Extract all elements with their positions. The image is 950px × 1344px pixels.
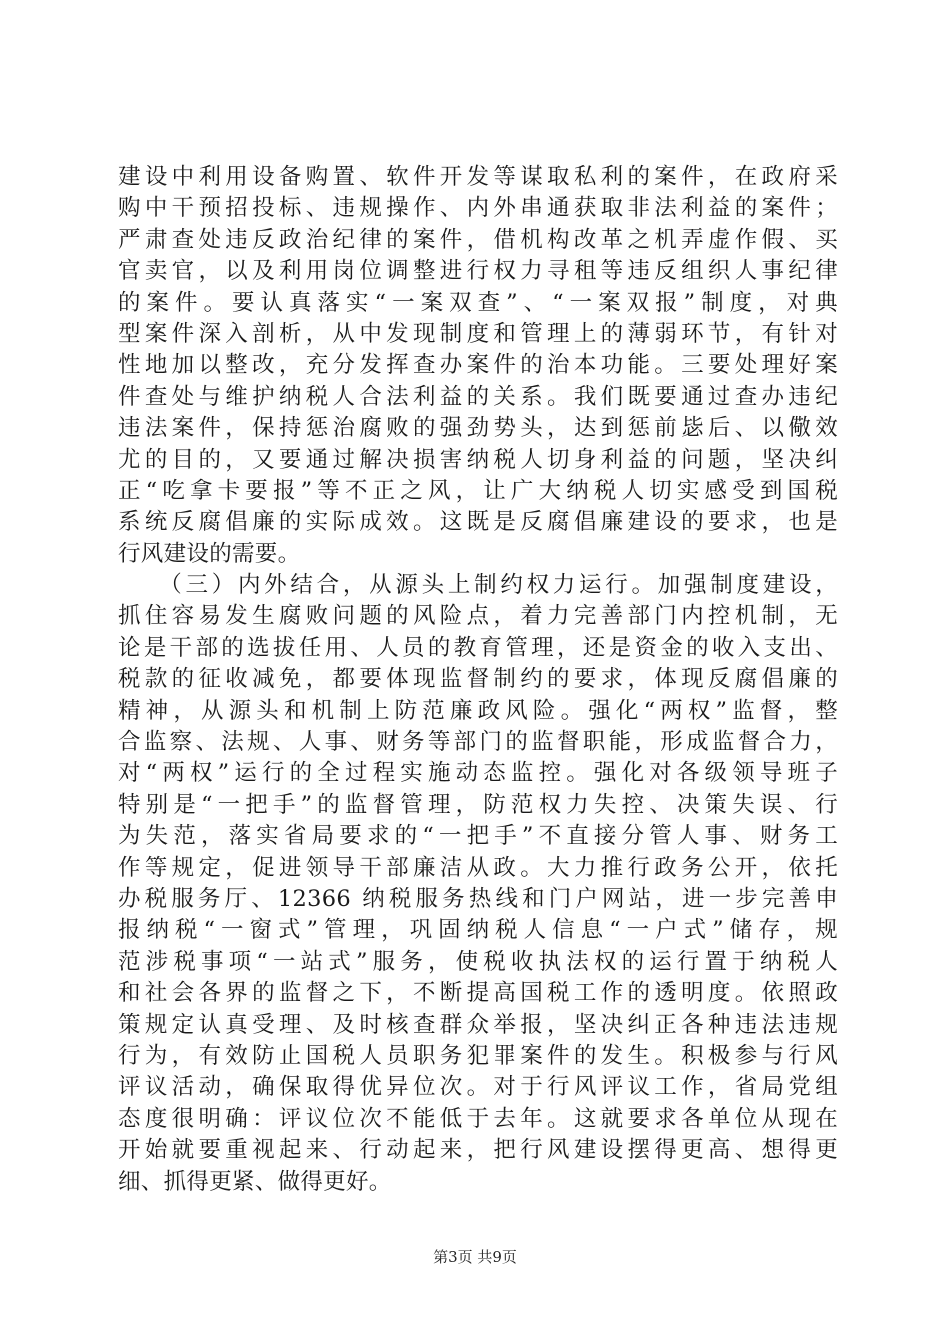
text-line: 报纳税“一窗式”管理，巩固纳税人信息“一户式”储存，规 (118, 917, 838, 944)
text-line: 系统反腐倡廉的实际成效。这既是反腐倡廉建设的要求，也是 (118, 509, 838, 536)
text-line: 的案件。要认真落实“一案双查”、“一案双报”制度，对典 (118, 289, 838, 316)
text-line: 抓住容易发生腐败问题的风险点，着力完善部门内控机制，无 (118, 603, 838, 630)
text-line: 作等规定，促进领导干部廉洁从政。大力推行政务公开，依托 (118, 854, 838, 881)
text-line: 办税服务厅、12366 纳税服务热线和门户网站，进一步完善申 (118, 885, 838, 912)
text-line: 官卖官，以及利用岗位调整进行权力寻租等违反组织人事纪律 (118, 258, 838, 285)
text-line: 建设中利用设备购置、软件开发等谋取私利的案件，在政府采 (118, 164, 838, 190)
text-line: 合监察、法规、人事、财务等部门的监督职能，形成监督合力， (118, 729, 838, 756)
body-text (118, 162, 838, 1198)
text-line: （三）内外结合，从源头上制约权力运行。加强制度建设， (118, 572, 838, 599)
page-number-footer: 第3页 共9页 (433, 1248, 517, 1266)
text-line: 购中干预招投标、违规操作、内外串通获取非法利益的案件； (118, 195, 838, 222)
text-line: 论是干部的选拔任用、人员的教育管理，还是资金的收入支出、 (118, 634, 838, 661)
text-line: 和社会各界的监督之下，不断提高国税工作的透明度。依照政 (118, 980, 838, 1007)
text-line: 尤的目的，又要通过解决损害纳税人切身利益的问题，坚决纠 (118, 446, 838, 473)
text-line: 为失范，落实省局要求的“一把手”不直接分管人事、财务工 (118, 823, 838, 850)
text-line: 态度很明确：评议位次不能低于去年。这就要求各单位从现在 (118, 1105, 838, 1132)
text-line: 行风建设的需要。 (118, 540, 301, 567)
text-line: 精神，从源头和机制上防范廉政风险。强化“两权”监督，整 (118, 697, 838, 724)
text-line: 税款的征收减免，都要体现监督制约的要求，体现反腐倡廉的 (118, 666, 838, 693)
text-line: 细、抓得更紧、做得更好。 (118, 1168, 392, 1195)
text-line: 特别是“一把手”的监督管理，防范权力失控、决策失误、行 (118, 791, 838, 818)
text-line: 行为，有效防止国税人员职务犯罪案件的发生。积极参与行风 (118, 1042, 838, 1069)
text-line: 性地加以整改，充分发挥查办案件的治本功能。三要处理好案 (118, 352, 838, 379)
text-line: 正“吃拿卡要报”等不正之风，让广大纳税人切实感受到国税 (118, 477, 838, 504)
text-line: 型案件深入剖析，从中发现制度和管理上的薄弱环节，有针对 (118, 320, 838, 347)
text-line: 开始就要重视起来、行动起来，把行风建设摆得更高、想得更 (118, 1137, 838, 1164)
text-line: 范涉税事项“一站式”服务，使税收执法权的运行置于纳税人 (118, 948, 838, 975)
text-line: 评议活动，确保取得优异位次。对于行风评议工作，省局党组 (118, 1074, 838, 1101)
text-line: 违法案件，保持惩治腐败的强劲势头，达到惩前毖后、以儆效 (118, 415, 838, 442)
text-line: 对“两权”运行的全过程实施动态监控。强化对各级领导班子 (118, 760, 838, 787)
text-line: 件查处与维护纳税人合法利益的关系。我们既要通过查办违纪 (118, 383, 838, 410)
text-line: 策规定认真受理、及时核查群众举报，坚决纠正各种违法违规 (118, 1011, 838, 1038)
text-line: 严肃查处违反政治纪律的案件，借机构改革之机弄虚作假、买 (118, 226, 838, 253)
